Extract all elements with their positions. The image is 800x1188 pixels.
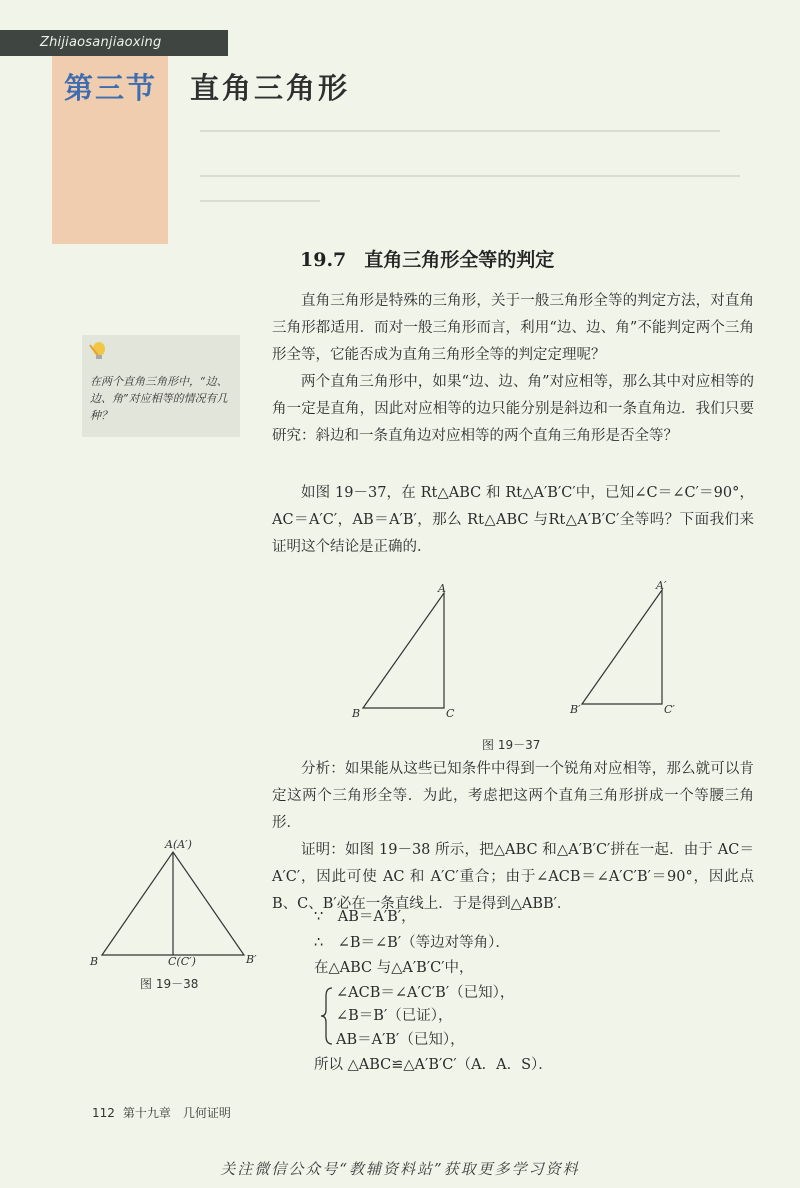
triangle-abc: [363, 593, 444, 708]
brace-symbol: [320, 986, 334, 1046]
subsection-heading: [300, 245, 554, 272]
example-text: [272, 480, 754, 561]
proof-condition-1: ∠ACB＝∠A′C′B′（已知），: [336, 985, 515, 1001]
section-label: 第三节: [64, 71, 158, 105]
chapter-bar: [0, 30, 228, 56]
sidenote-box: [82, 335, 240, 437]
bleed-line: [200, 130, 720, 132]
proof-step-in-triangles: 在△ABC 与△A′B′C′中，: [314, 960, 474, 976]
figure-19-37-caption: 图 19－37: [482, 738, 541, 752]
watermark-text: 关注微信公众号“教辅资料站”获取更多学习资料: [220, 1160, 580, 1178]
proof-condition-3: AB＝A′B′（已知），: [336, 1032, 465, 1048]
subsection-number: 19.7: [300, 249, 347, 271]
label-c-prime: C′: [664, 703, 675, 716]
page-footer: [92, 1104, 231, 1121]
chapter-bar-text: Zhijiaosanjiaoxing: [40, 35, 162, 50]
analysis-text: [272, 756, 754, 837]
proof-conclusion: 所以 △ABC≌△A′B′C′（A．A．S）．: [314, 1057, 553, 1073]
label-c-c-prime: C(C′): [168, 955, 196, 968]
lightbulb-icon: [88, 339, 108, 361]
proof-step-because: ∵ AB＝A′B′，: [314, 909, 416, 925]
triangle-a-prime: [582, 590, 662, 704]
figure-19-37: [340, 580, 720, 720]
label-b: B: [90, 955, 99, 968]
label-b-prime: B′: [246, 953, 257, 966]
intro-paragraph-2: 两个直角三角形中，如果“边、边、角”对应相等，那么其中对应相等的角一定是直角，因此对应相等的边只能分别是斜边和一条直角边．我们只要研究：斜边和一条直角边对应相等的两个直角三角形是否全等？: [272, 374, 754, 444]
label-b: B: [352, 707, 361, 720]
label-a-a-prime: A(A′): [165, 838, 192, 851]
intro-paragraph-1: 直角三角形是特殊的三角形，关于一般三角形全等的判定方法，对直角三角形都适用．而对一般三角形而言，利用“边、边、角”不能判定两个三角形全等，它能否成为直角三角形全等的判定定理呢？: [272, 293, 754, 363]
subsection-title: 直角三角形全等的判定: [364, 249, 555, 271]
example-paragraph: 如图 19－37，在 Rt△ABC 和 Rt△A′B′C′中，已知∠C＝∠C′＝90°，AC＝A′C′，AB＝A′B′，那么 Rt△ABC 与Rt△A′B′C′全等吗？下面我们来证明这个结论是正确的．: [272, 485, 754, 555]
page-number: 112: [92, 1106, 115, 1120]
intro-text: [272, 288, 754, 450]
bleed-line: [200, 200, 320, 202]
proof-condition-2: ∠B＝B′（已证），: [336, 1008, 453, 1024]
proof-paragraph: 证明：如图 19－38 所示，把△ABC 和△A′B′C′拼在一起．由于 AC＝A′C′，因此可使 AC 和 A′C′重合；由于∠ACB＝∠A′C′B′＝90°，因此点 B、C、B′必在一条直线上．于是得到△ABB′．: [272, 842, 754, 912]
figure-19-38-caption: 图 19－38: [140, 977, 199, 991]
label-a: A: [438, 582, 446, 595]
footer-chapter: 第十九章 几何证明: [122, 1106, 231, 1120]
label-c: C: [446, 707, 455, 720]
label-a-prime: A′: [656, 580, 667, 592]
proof-step-therefore: ∴ ∠B＝∠B′（等边对等角）．: [314, 935, 510, 951]
bleed-line: [200, 175, 740, 177]
analysis-paragraph: 分析：如果能从这些已知条件中得到一个锐角对应相等，那么就可以肯定这两个三角形全等．为此，考虑把这两个直角三角形拼成一个等腰三角形．: [272, 761, 754, 831]
figure-19-38: [88, 836, 268, 971]
label-b-prime: B′: [570, 703, 581, 716]
sidenote-text: 在两个直角三角形中，“边、边、角”对应相等的情况有几种？: [90, 375, 228, 422]
section-title: 直角三角形: [190, 71, 351, 105]
